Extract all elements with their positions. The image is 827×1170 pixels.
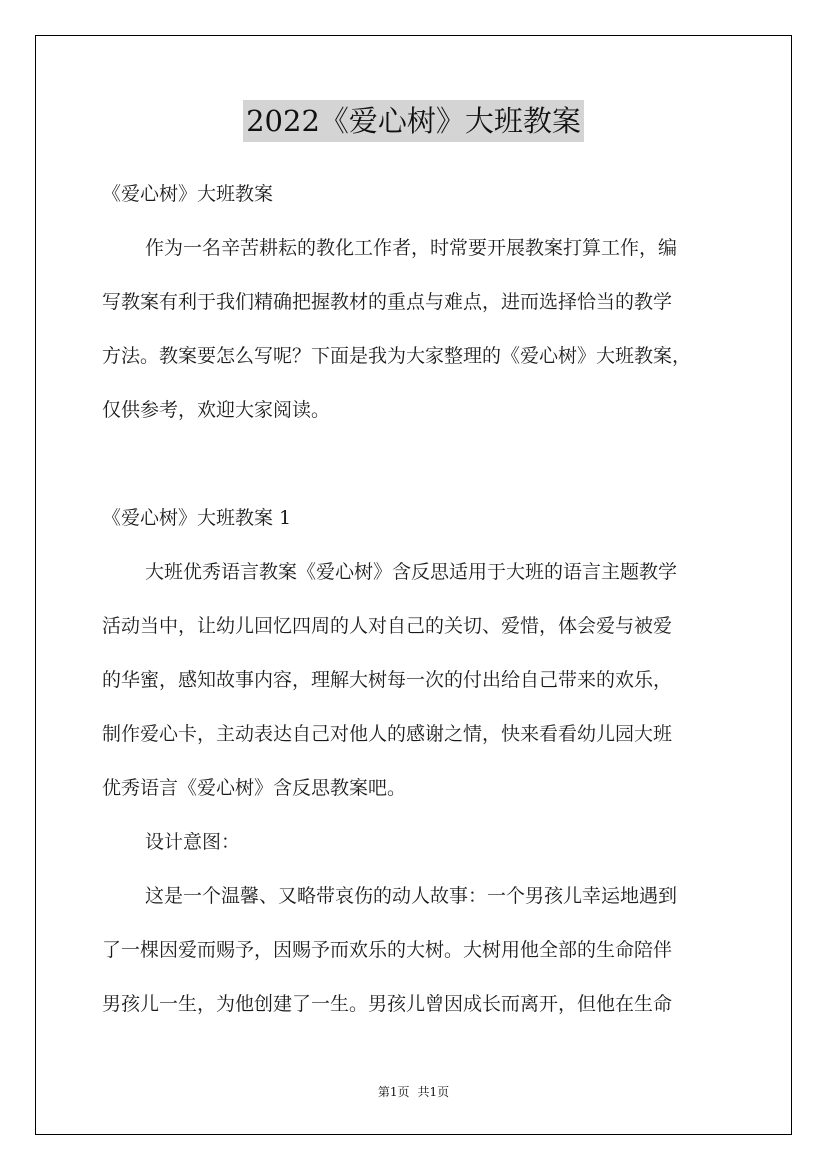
design-intent-label: 设计意图： <box>145 831 241 853</box>
paragraph-line: 这是一个温馨、又略带哀伤的动人故事：一个男孩儿幸运地遇到 <box>145 885 678 907</box>
title-container <box>0 100 827 142</box>
page-number-total: 共1页 <box>417 1085 450 1099</box>
page-footer <box>0 1084 827 1100</box>
paragraph-line: 的华蜜，感知故事内容，理解大树每一次的付出给自己带来的欢乐， <box>102 669 673 691</box>
paragraph-line: 写教案有利于我们精确把握教材的重点与难点，进而选择恰当的教学 <box>102 291 673 313</box>
section-heading: 《爱心树》大班教案 1 <box>102 507 292 529</box>
page-number-current: 第1页 <box>377 1085 410 1099</box>
paragraph-line: 活动当中，让幼儿回忆四周的人对自己的关切、爱惜，体会爱与被爱 <box>102 615 673 637</box>
paragraph-line: 方法。教案要怎么写呢？下面是我为大家整理的《爱心树》大班教案， <box>102 345 692 367</box>
document-title: 2022《爱心树》大班教案 <box>243 100 584 142</box>
document-subtitle: 《爱心树》大班教案 <box>102 183 274 205</box>
paragraph-line: 优秀语言《爱心树》含反思教案吧。 <box>102 777 407 799</box>
paragraph-line: 制作爱心卡，主动表达自己对他人的感谢之情，快来看看幼儿园大班 <box>102 723 673 745</box>
paragraph-line: 大班优秀语言教案《爱心树》含反思适用于大班的语言主题教学 <box>145 561 678 583</box>
paragraph-line: 了一棵因爱而赐予，因赐予而欢乐的大树。大树用他全部的生命陪伴 <box>102 939 673 961</box>
paragraph-line: 仅供参考，欢迎大家阅读。 <box>102 399 331 421</box>
paragraph-line: 作为一名辛苦耕耘的教化工作者，时常要开展教案打算工作，编 <box>145 237 678 259</box>
paragraph-line: 男孩儿一生，为他创建了一生。男孩儿曾因成长而离开，但他在生命 <box>102 993 673 1015</box>
